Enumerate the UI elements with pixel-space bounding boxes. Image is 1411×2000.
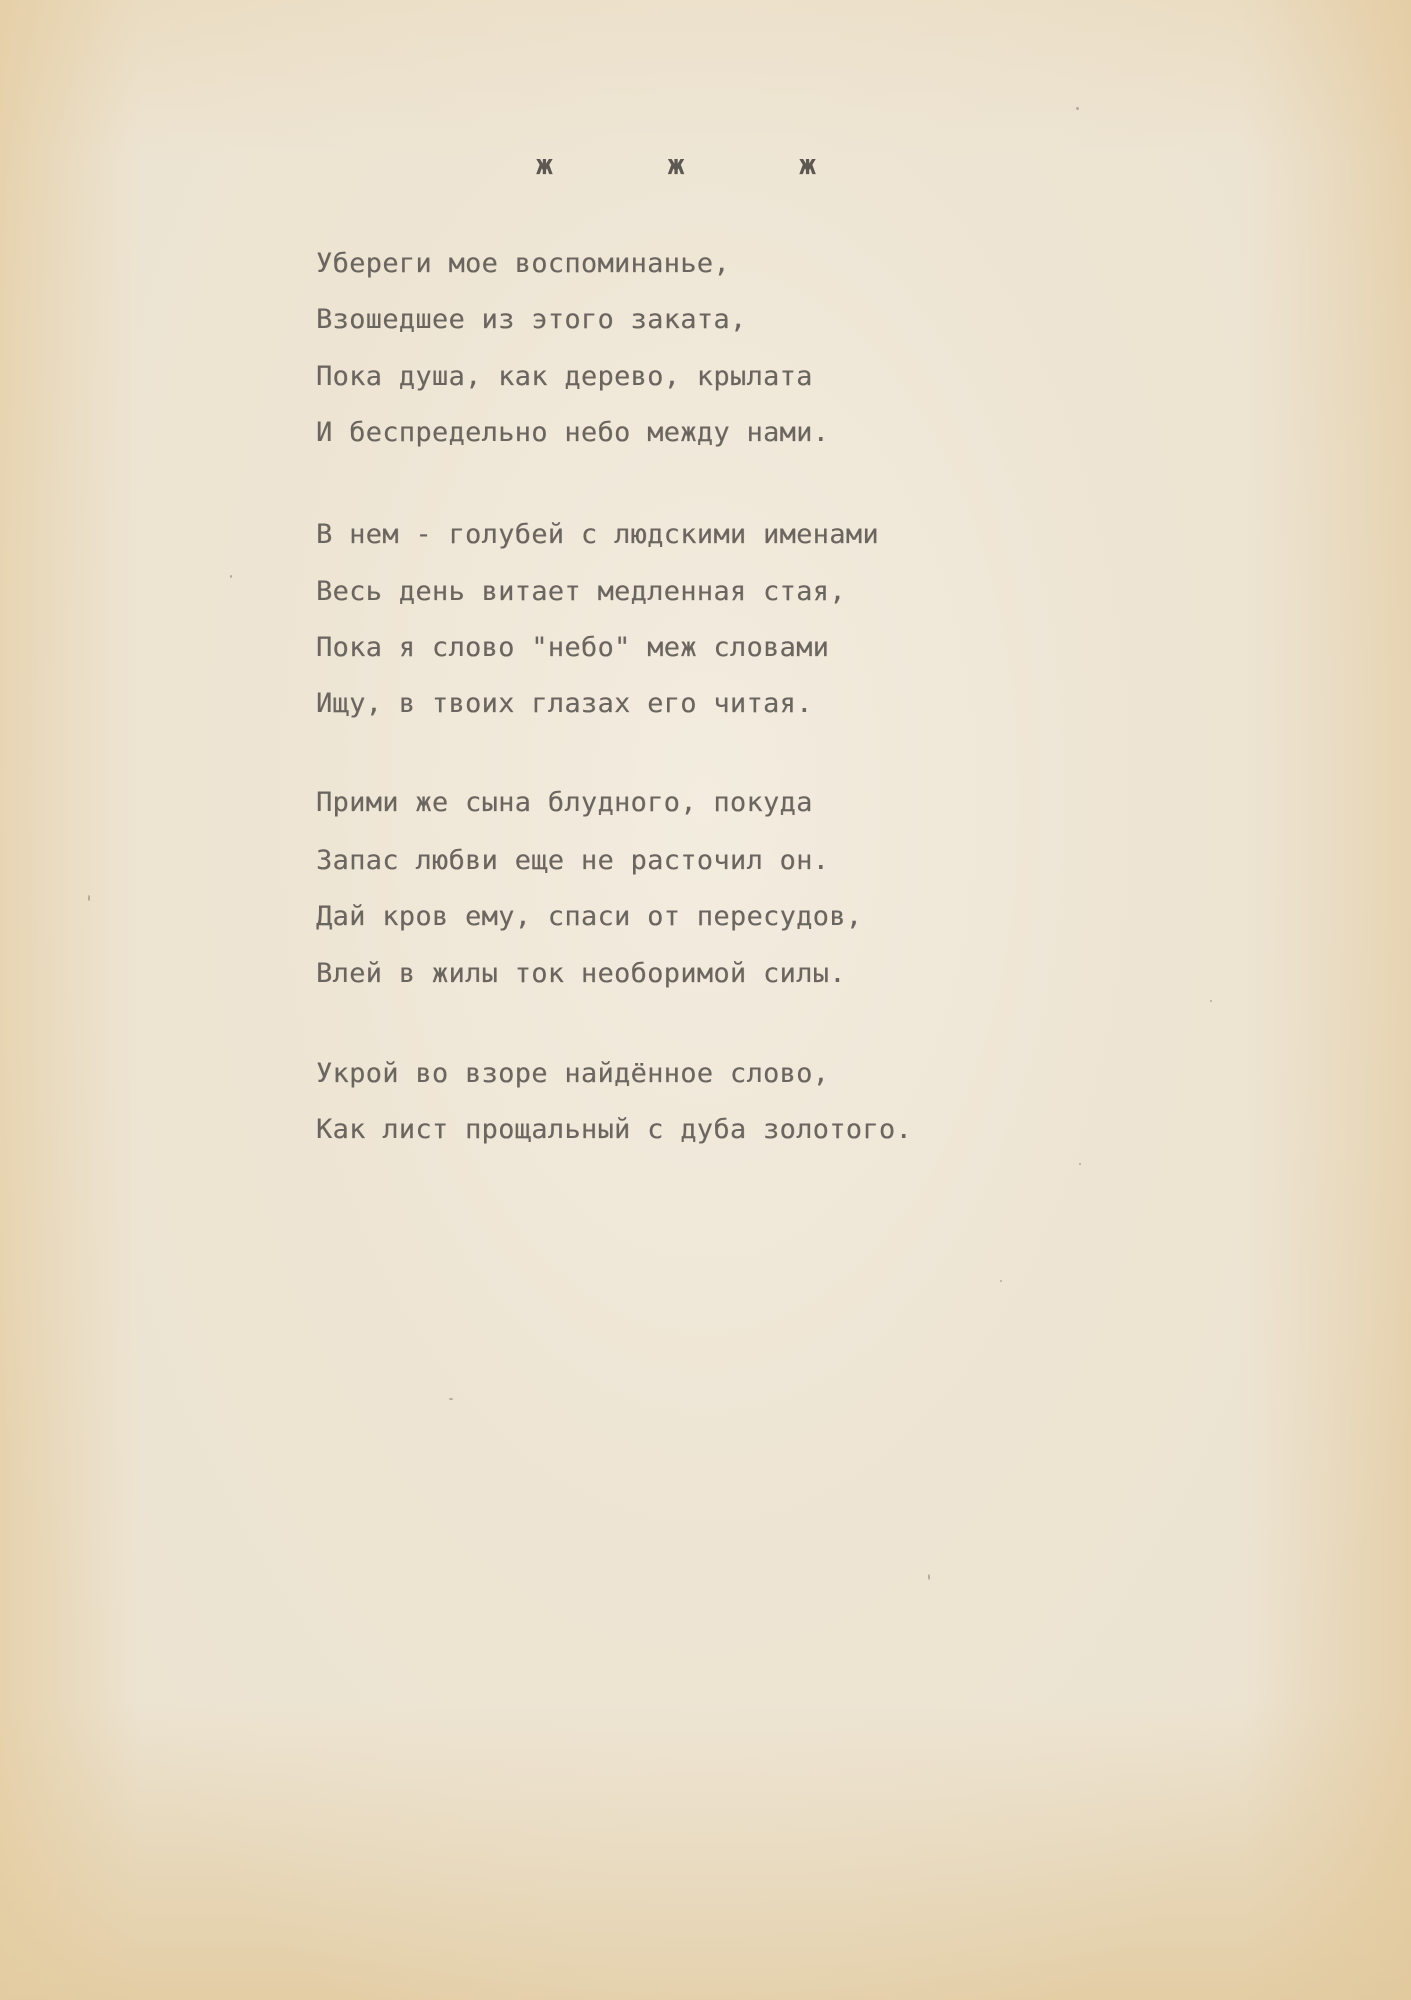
ornament-mark: ж (536, 148, 553, 181)
paper-speck (1000, 1280, 1002, 1282)
poem-line: Как лист прощальный с дуба золотого. (316, 1114, 912, 1145)
poem-line: Запас любви еще не расточил он. (316, 845, 830, 876)
paper-speck (449, 1398, 453, 1400)
poem-line: Дай кров ему, спаси от пересудов, (316, 901, 863, 932)
poem-line: Пока я слово "небо" меж словами (316, 632, 830, 663)
poem-line: Влей в жилы ток необоримой силы. (316, 958, 846, 989)
poem-line: Ищу, в твоих глазах его читая. (316, 688, 813, 719)
poem-line: Взошедшее из этого заката, (316, 304, 747, 335)
poem-line: Весь день витает медленная стая, (316, 576, 846, 607)
paper-speck (928, 1574, 930, 1580)
paper-speck (1076, 107, 1079, 110)
poem-line: В нем - голубей с людскими именами (316, 519, 879, 550)
ornament-mark: ж (667, 148, 685, 181)
poem-line: Пока душа, как дерево, крылата (316, 361, 813, 392)
asterism-ornament (536, 148, 816, 182)
paper-speck (1079, 1163, 1081, 1165)
ornament-mark: ж (799, 148, 816, 181)
poem-line: Убереги мое воспоминанье, (316, 248, 730, 279)
paper-speck (230, 575, 232, 578)
poem-line: И беспредельно небо между нами. (316, 417, 830, 448)
poem-line: Укрой во взоре найдённое слово, (316, 1058, 830, 1089)
paper-speck (1210, 1000, 1212, 1002)
poem-line: Прими же сына блудного, покуда (316, 787, 813, 818)
paper-speck (88, 895, 90, 901)
